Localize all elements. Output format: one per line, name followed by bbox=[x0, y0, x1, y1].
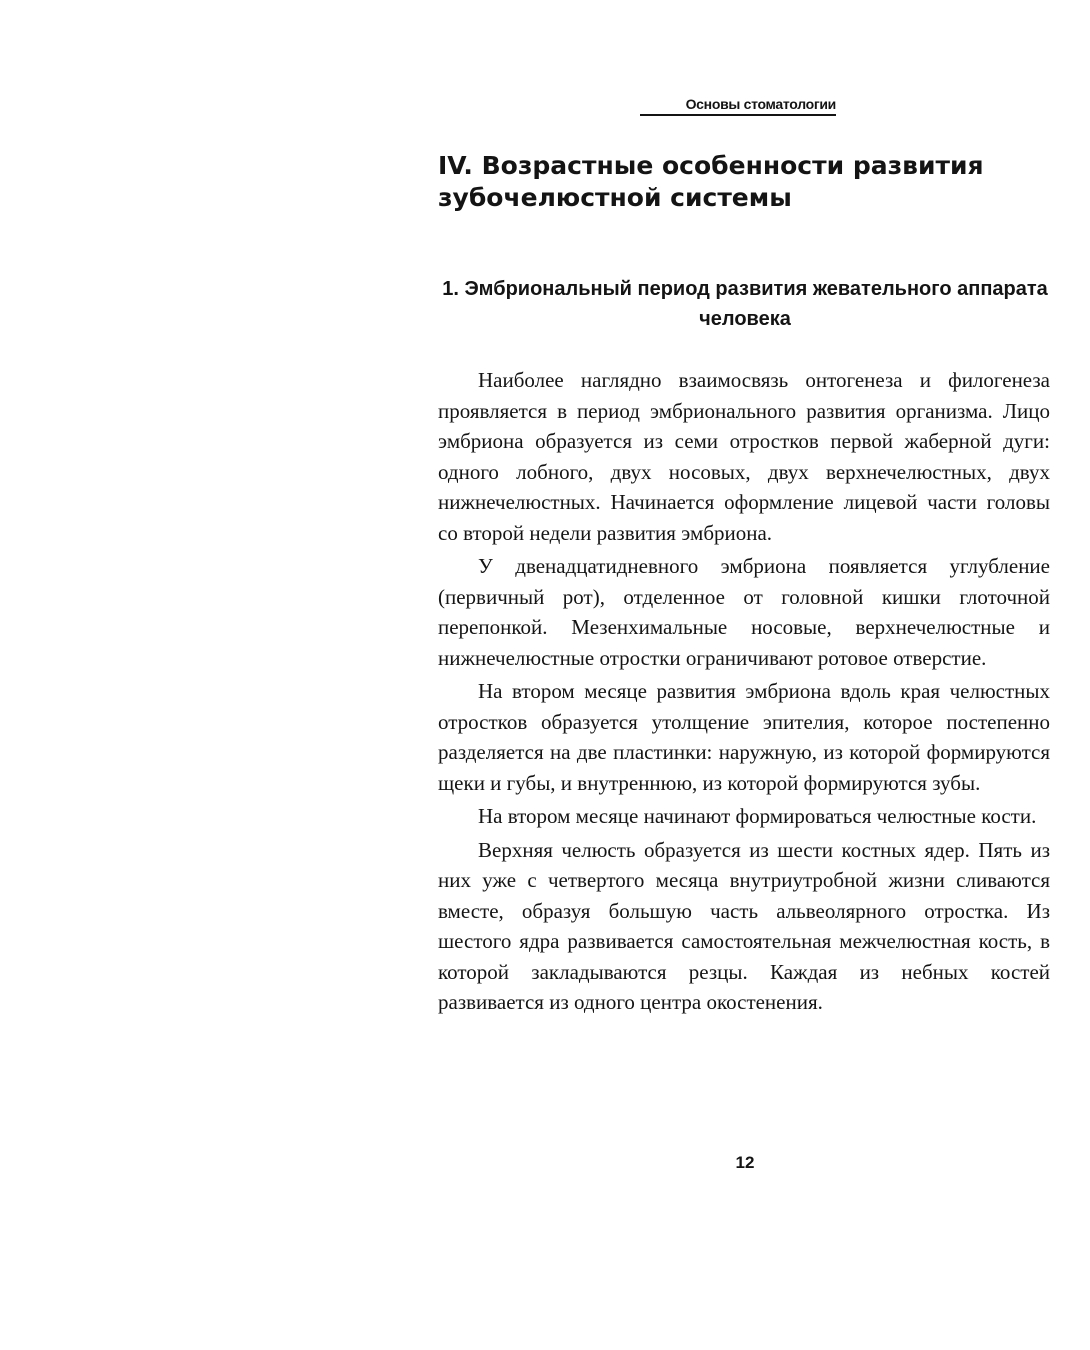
body-text bbox=[438, 365, 1050, 1021]
paragraph: У двенадцатидневного эмбриона появляется углубление (первичный рот), отделенное от головной кишки глоточной перепонкой. Мезенхимальные носовые, верхнечелюстные и нижнечелюстные отростки ограничивают ротовое отверстие. bbox=[438, 554, 1050, 670]
chapter-title: IV. Возрастные особенности развития зубочелюстной системы bbox=[438, 151, 984, 212]
page-number: 12 bbox=[735, 1153, 755, 1172]
paragraph: На втором месяце начинают формироваться челюстные кости. bbox=[478, 804, 1037, 828]
section-title: 1. Эмбриональный период развития жевательного аппарата человека bbox=[442, 278, 1048, 330]
paragraph: Наиболее наглядно взаимосвязь онтогенеза и филогенеза проявляется в период эмбрионального развития организма. Лицо эмбриона образуется из семи отростков первой жаберной дуги: одного лобного, двух носовых, двух верхнечелюстных, двух нижнечелюстных. Начинается оформление лицевой части головы со второй недели развития эмбриона. bbox=[438, 368, 1050, 545]
paragraph: На втором месяце развития эмбриона вдоль края челюстных отростков образуется утолщение эпителия, которое постепенно разделяется на две пластинки: наружную, из которой формируются щеки и губы, и внутреннюю, из которой формируются зубы. bbox=[438, 679, 1050, 795]
paragraph: Верхняя челюсть образуется из шести костных ядер. Пять из них уже с четвертого месяца внутриутробной жизни сливаются вместе, образуя большую часть альвеолярного отростка. Из шестого ядра развивается самостоятельная межчелюстная кость, в которой закладываются резцы. Каждая из небных костей развивается из одного центра окостенения. bbox=[438, 837, 1050, 1014]
running-header: Основы стоматологии bbox=[640, 96, 836, 116]
